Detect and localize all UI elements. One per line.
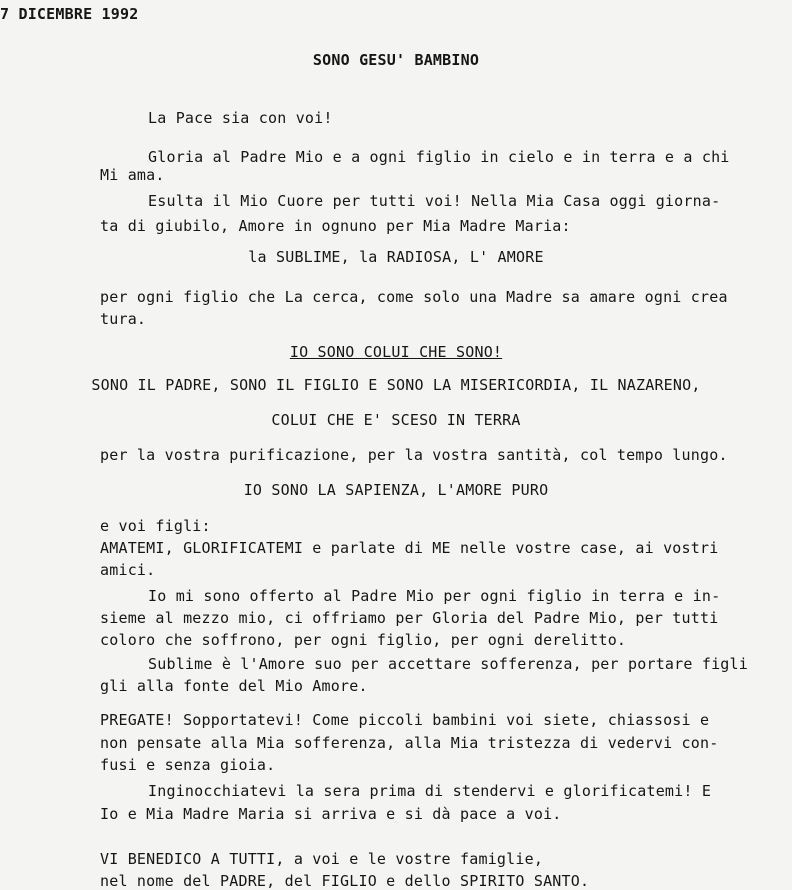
text-line: tura. xyxy=(100,310,147,328)
text-line: fusi e senza gioia. xyxy=(100,756,276,774)
text-line: Io e Mia Madre Maria si arriva e si dà pace a voi. xyxy=(100,805,562,823)
text-line: gli alla fonte del Mio Amore. xyxy=(100,677,368,695)
text-line: AMATEMI, GLORIFICATEMI e parlate di ME nelle vostre case, ai vostri xyxy=(100,539,719,557)
text-line: VI BENEDICO A TUTTI, a voi e le vostre famiglie, xyxy=(100,850,544,868)
text-line: IO SONO LA SAPIENZA, L'AMORE PURO xyxy=(243,481,549,499)
text-line: per la vostra purificazione, per la vostra santità, col tempo lungo. xyxy=(100,446,728,464)
text-line: amici. xyxy=(100,561,156,579)
text-line: Esulta il Mio Cuore per tutti voi! Nella Mia Casa oggi giorna- xyxy=(148,192,721,210)
text-line: la SUBLIME, la RADIOSA, L' AMORE xyxy=(248,248,544,266)
text-line: COLUI CHE E' SCESO IN TERRA xyxy=(271,411,521,429)
text-line: Gloria al Padre Mio e a ogni figlio in cielo e in terra e a chi xyxy=(148,148,730,166)
text-line: Sublime è l'Amore suo per accettare sofferenza, per portare figli xyxy=(148,655,748,673)
text-line-underlined: IO SONO COLUI CHE SONO! xyxy=(289,343,503,361)
text-line: non pensate alla Mia sofferenza, alla Mia tristezza di vedervi con- xyxy=(100,734,719,752)
text-line: sieme al mezzo mio, ci offriamo per Gloria del Padre Mio, per tutti xyxy=(100,609,719,627)
text-line: PREGATE! Sopportatevi! Come piccoli bambini voi siete, chiassosi e xyxy=(100,711,710,729)
text-line: La Pace sia con voi! xyxy=(148,109,333,127)
text-line: Inginocchiatevi la sera prima di stendervi e glorificatemi! E xyxy=(148,782,712,800)
text-line: coloro che soffrono, per ogni figlio, per ogni derelitto. xyxy=(100,631,627,649)
page-title: SONO GESU' BAMBINO xyxy=(312,51,480,69)
text-line: Mi ama. xyxy=(100,166,165,184)
text-line: Io mi sono offerto al Padre Mio per ogni figlio in terra e in- xyxy=(148,587,721,605)
date-header: 7 DICEMBRE 1992 xyxy=(0,5,139,23)
text-line: SONO IL PADRE, SONO IL FIGLIO E SONO LA MISERICORDIA, IL NAZARENO, xyxy=(91,376,701,394)
text-line: nel nome del PADRE, del FIGLIO e dello SPIRITO SANTO. xyxy=(100,872,590,890)
text-line: per ogni figlio che La cerca, come solo una Madre sa amare ogni crea xyxy=(100,288,728,306)
text-line: ta di giubilo, Amore in ognuno per Mia Madre Maria: xyxy=(100,217,571,235)
text-line: e voi figli: xyxy=(100,517,211,535)
